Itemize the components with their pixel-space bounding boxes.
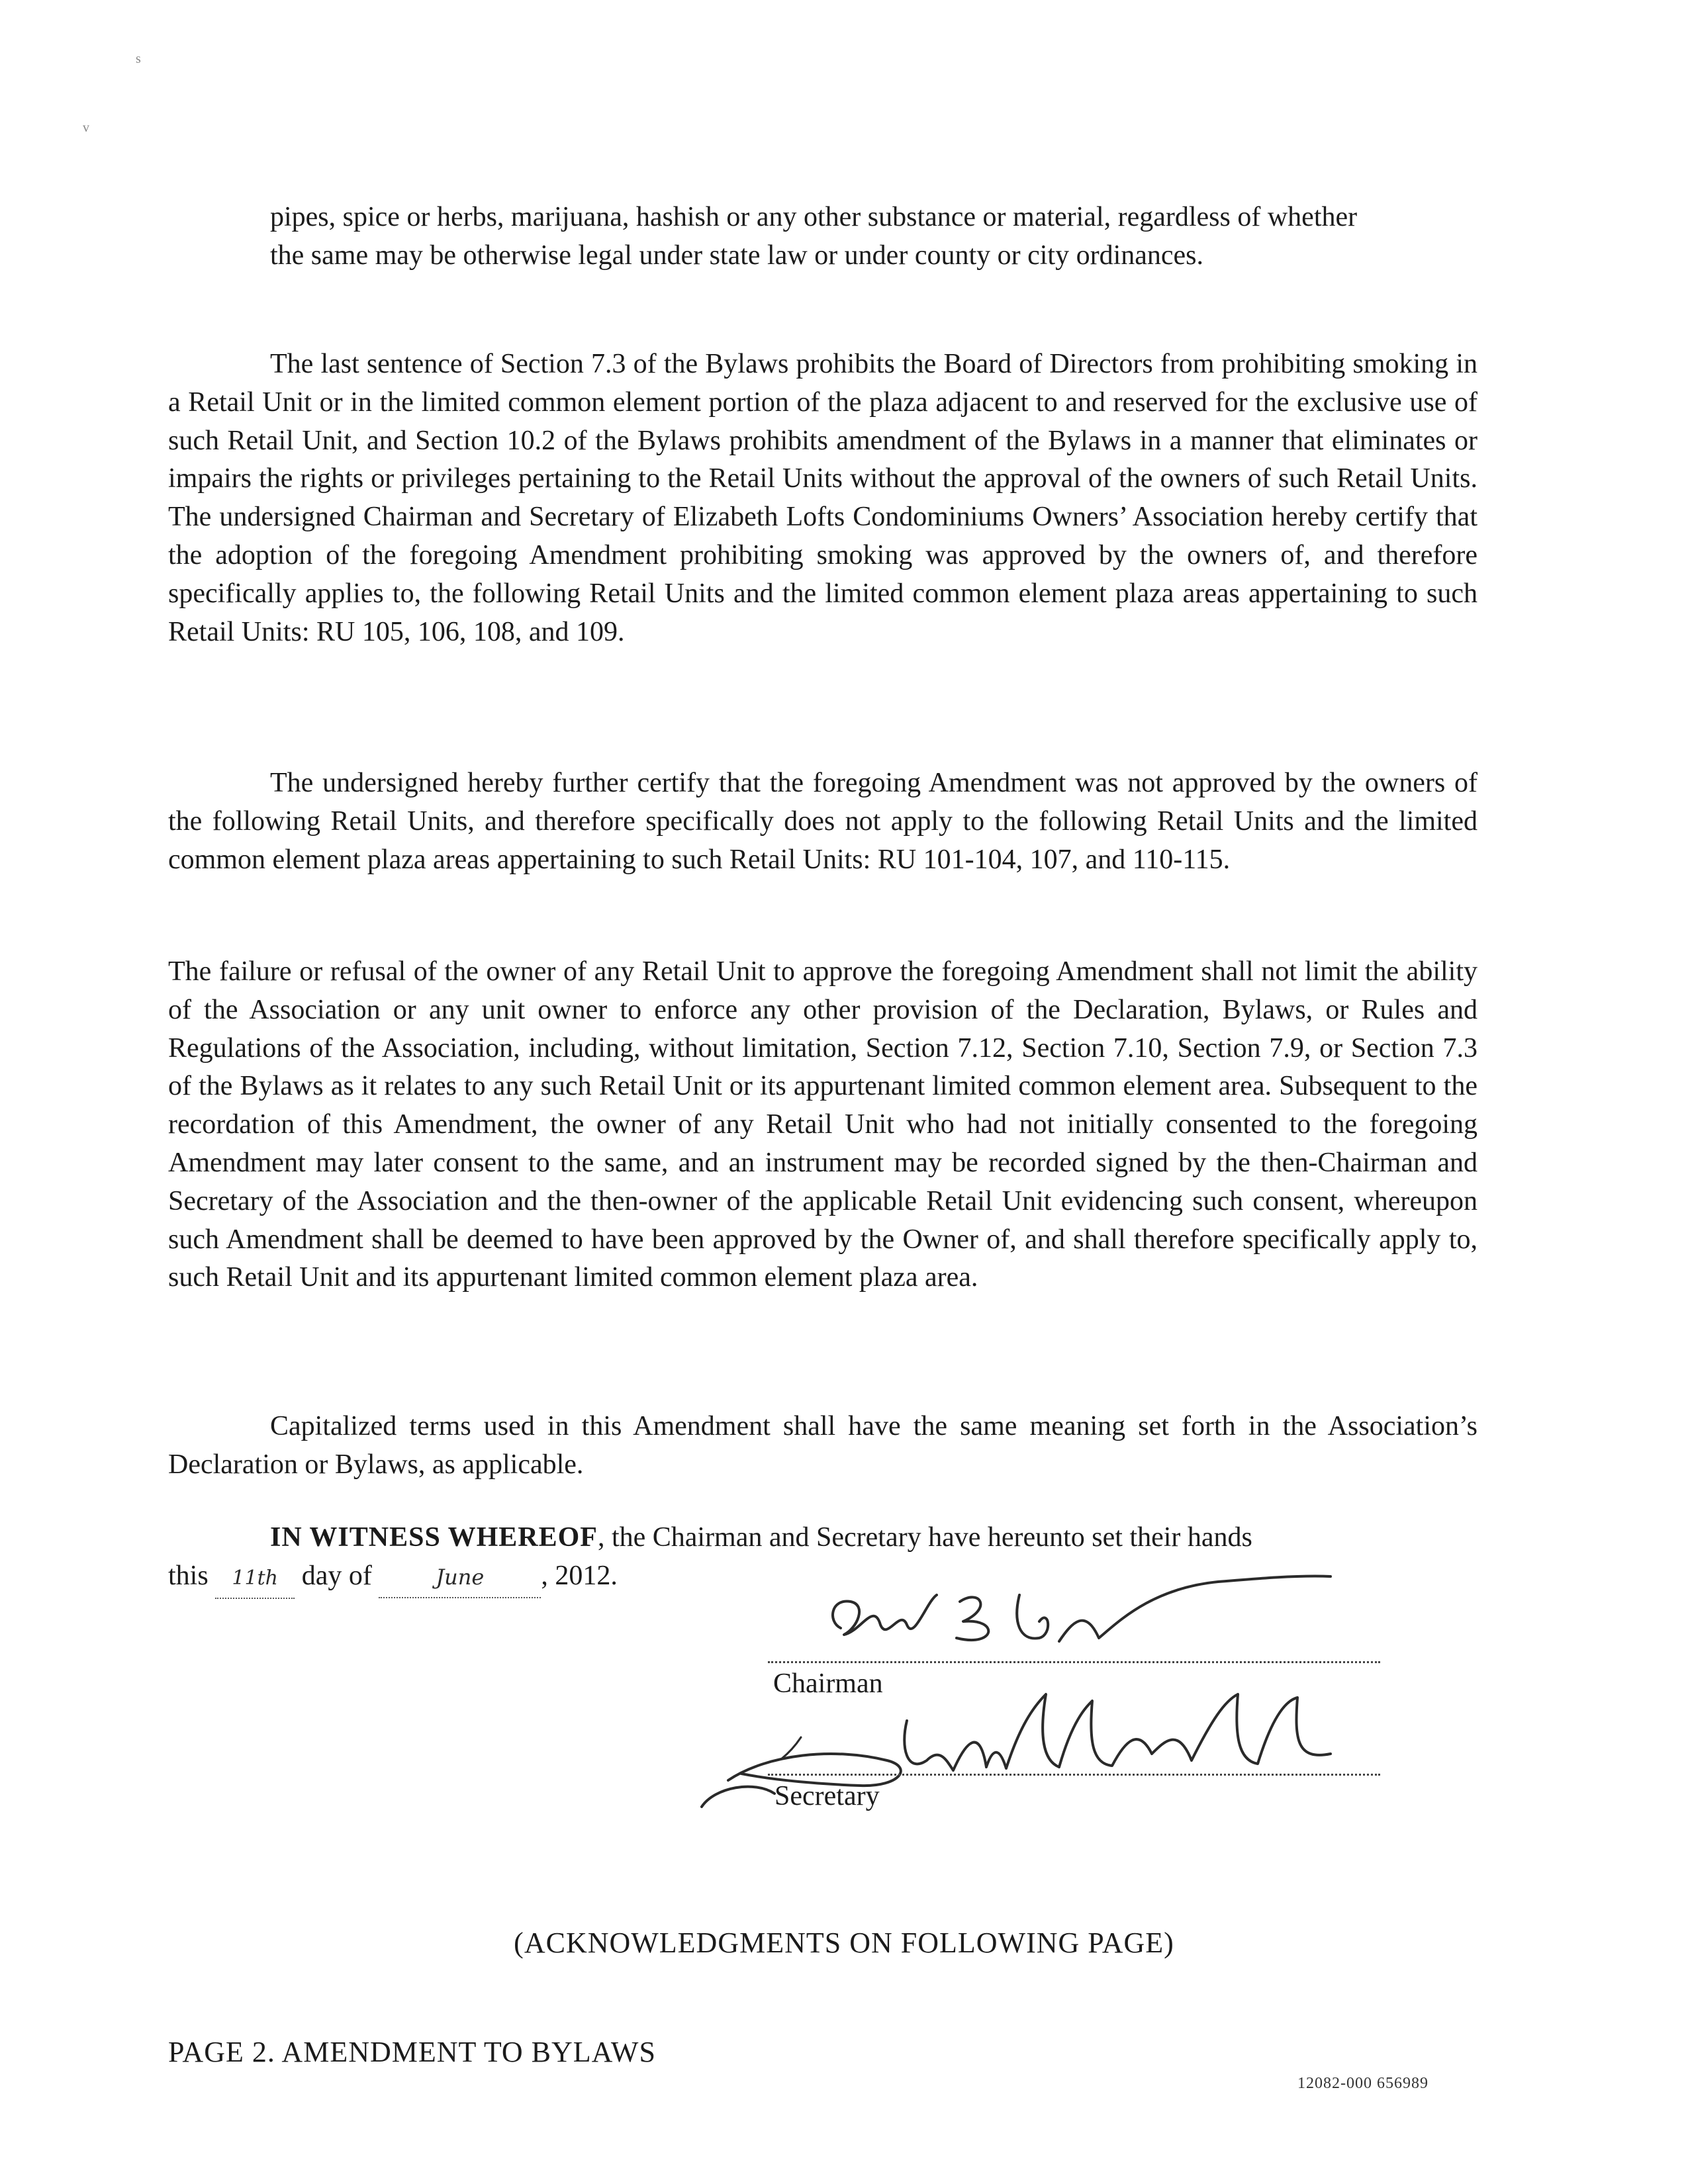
page-footer-label: PAGE 2. AMENDMENT TO BYLAWS xyxy=(168,2036,656,2068)
witness-day-of: day of xyxy=(301,1560,372,1591)
document-code: 12082-000 656989 xyxy=(1297,2075,1429,2092)
secretary-label: Secretary xyxy=(774,1781,880,1811)
witness-this: this xyxy=(168,1560,209,1591)
paragraph-continuation: pipes, spice or herbs, marijuana, hashish or any other substance or material, regardless of whether the same may be otherwise legal under state law or under county or city ordinances. xyxy=(270,202,1358,271)
secretary-signature-line xyxy=(768,1774,1380,1776)
paragraph-failure-to-approve: The failure or refusal of the owner of any Retail Unit to approve the foregoing Amendment shall not limit the ability of the Association or any unit owner to enforce any other provision of the Declaration, Bylaws, or Rules and Regulations of the Association, including, without limitation, Section 7.12, Section 7.10, Section 7.9, or Section 7.3 of the Bylaws as it relates to any such Retail Unit or its appurtenant limited common element area. Subsequent to the recordation of this Amendment, the owner of any Retail Unit who had not initially consented to the foregoing Amendment may later consent to the same, and an instrument may be recorded signed by the then-Chairman and Secretary of the Association and the then-owner of the applicable Retail Unit evidencing such consent, whereupon such Amendment shall be deemed to have been approved by the Owner of, and shall therefore specifically apply to, such Retail Unit and its appurtenant limited common element plaza area. xyxy=(168,956,1477,1293)
month-fill: June xyxy=(379,1559,541,1598)
chairman-label: Chairman xyxy=(773,1668,883,1699)
witness-heading: IN WITNESS WHEREOF xyxy=(270,1522,598,1553)
day-fill: 11th xyxy=(215,1559,295,1599)
acknowledgments-note: (ACKNOWLEDGMENTS ON FOLLOWING PAGE) xyxy=(514,1927,1174,1959)
witness-text: , the Chairman and Secretary have hereunto set their hands xyxy=(597,1522,1252,1553)
margin-mark: v xyxy=(83,120,89,135)
paragraph-retail-units-approved: The last sentence of Section 7.3 of the Bylaws prohibits the Board of Directors from prohibiting smoking in a Retail Unit or in the limited common element portion of the plaza adjacent to and reserved for the exclusive use of such Retail Unit, and Section 10.2 of the Bylaws prohibits amendment of the Bylaws in a manner that eliminates or impairs the rights or privileges pertaining to the Retail Units without the approval of the owners of such Retail Units. The undersigned Chairman and Secretary of Elizabeth Lofts Condominiums Owners’ Association hereby certify that the adoption of the foregoing Amendment prohibiting smoking was approved by the owners of, and therefore specifically applies to, the following Retail Units and the limited common element plaza areas appertaining to such Retail Units: RU 105, 106, 108, and 109. xyxy=(168,349,1477,647)
chairman-signature-line xyxy=(768,1661,1380,1663)
paragraph-retail-units-not-approved: The undersigned hereby further certify that the foregoing Amendment was not approved by the owners of the following Retail Units, and therefore specifically does not apply to the following Retail Units and the limited common element plaza areas appertaining to such Retail Units: RU 101-104, 107, and 110-115. xyxy=(168,768,1477,875)
margin-mark: s xyxy=(136,52,141,66)
paragraph-capitalized-terms: Capitalized terms used in this Amendment shall have the same meaning set forth in the Association’s Declaration or Bylaws, as applicable. xyxy=(168,1411,1477,1480)
chairman-signature xyxy=(821,1562,1350,1668)
witness-year: , 2012. xyxy=(541,1560,618,1591)
